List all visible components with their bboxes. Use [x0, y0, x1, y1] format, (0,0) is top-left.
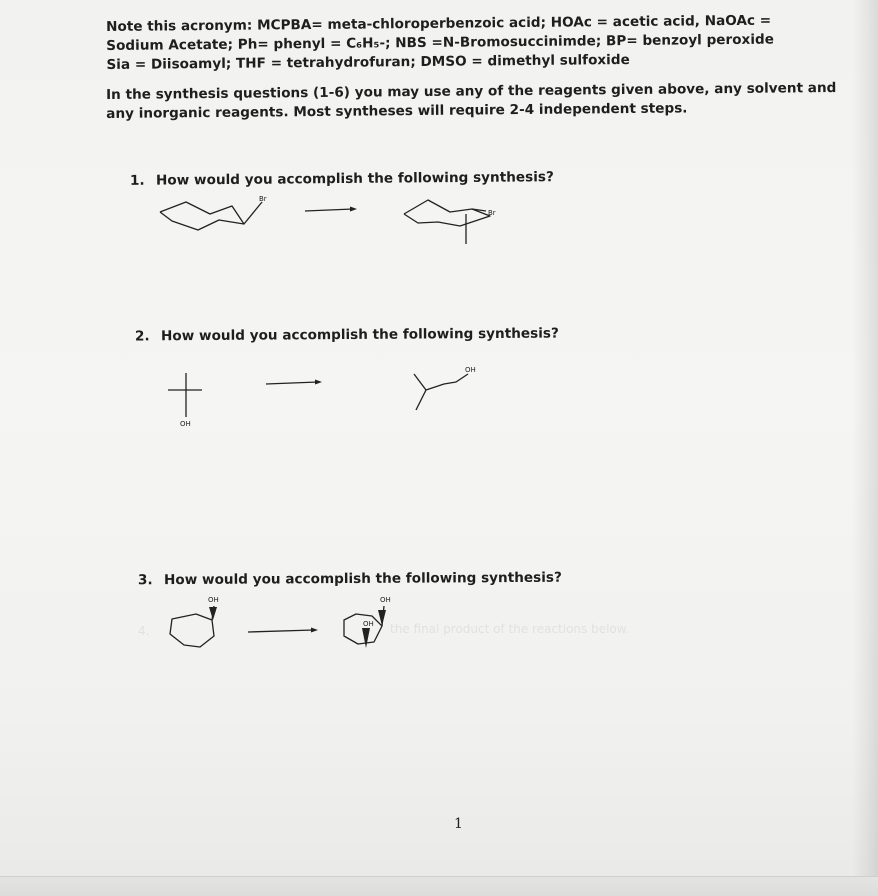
question-1-number: 1. [129, 172, 145, 189]
question-1-scheme [150, 190, 530, 270]
reactant-oh-label: OH [180, 420, 191, 428]
acronym-note-line-1: Note this acronym: MCPBA= meta-chloroperbenzoic acid; HOAc = acetic acid, NaOAc = [106, 12, 772, 35]
sheet-edge [0, 876, 878, 896]
reaction-arrow-2-shaft [266, 382, 318, 384]
reaction-arrow-1-head [350, 207, 357, 212]
acronym-note [106, 12, 774, 75]
acronym-note-line-3: Sia = Diisoamyl; THF = tetrahydrofuran; DMSO = dimethyl sulfoxide [106, 51, 630, 73]
product-second-oh-label: OH [363, 620, 374, 628]
acronym-note-line-2: Sodium Acetate; Ph= phenyl = C₆H₅-; NBS =N-Bromosuccinimde; BP= benzoyl peroxide [106, 31, 774, 54]
question-1-text: How would you accomplish the following synthesis? [155, 169, 554, 189]
bleed-through-text: the final product of the reactions below. [390, 622, 630, 636]
reaction-arrow-3-shaft [248, 630, 314, 632]
question-3-scheme [160, 590, 420, 660]
instructions [106, 79, 837, 124]
question-1 [130, 169, 554, 189]
reactant-oh-label: OH [208, 596, 219, 604]
reactant-wedge-bond [209, 607, 217, 620]
question-3-text: How would you accomplish the following synthesis? [163, 569, 562, 589]
page-number: 1 [454, 816, 463, 832]
reactant-c-br-bond [244, 202, 262, 224]
question-2 [135, 326, 559, 345]
reactant-br-label: Br [259, 195, 267, 203]
product-oh-label: OH [380, 596, 391, 604]
reaction-arrow-3-head [311, 628, 318, 633]
reactant-cyclohexane-ring [160, 202, 244, 230]
reaction-arrow-2-head [315, 380, 322, 385]
instructions-line-1: In the synthesis questions (1-6) you may use any of the reagents given above, any solvent and [106, 79, 837, 103]
product-branch-bond [416, 390, 426, 410]
question-3-number: 3. [137, 572, 153, 589]
product-second-wedge-bond [362, 628, 370, 648]
reaction-arrow-1-shaft [305, 209, 353, 211]
product-oh-label: OH [465, 366, 476, 374]
product-cyclohexane-ring [404, 200, 490, 226]
bleed-through-number: 4. [138, 624, 150, 638]
instructions-line-2: any inorganic reagents. Most syntheses will require 2-4 independent steps. [106, 100, 688, 122]
page-shadow [852, 0, 878, 896]
question-2-text: How would you accomplish the following synthesis? [160, 325, 559, 345]
question-2-number: 2. [134, 328, 150, 345]
question-2-scheme [160, 360, 500, 440]
question-3 [138, 570, 562, 589]
product-chain [414, 374, 468, 390]
product-br-label: Br [488, 209, 496, 217]
reactant-cyclohexane-ring [170, 614, 214, 647]
